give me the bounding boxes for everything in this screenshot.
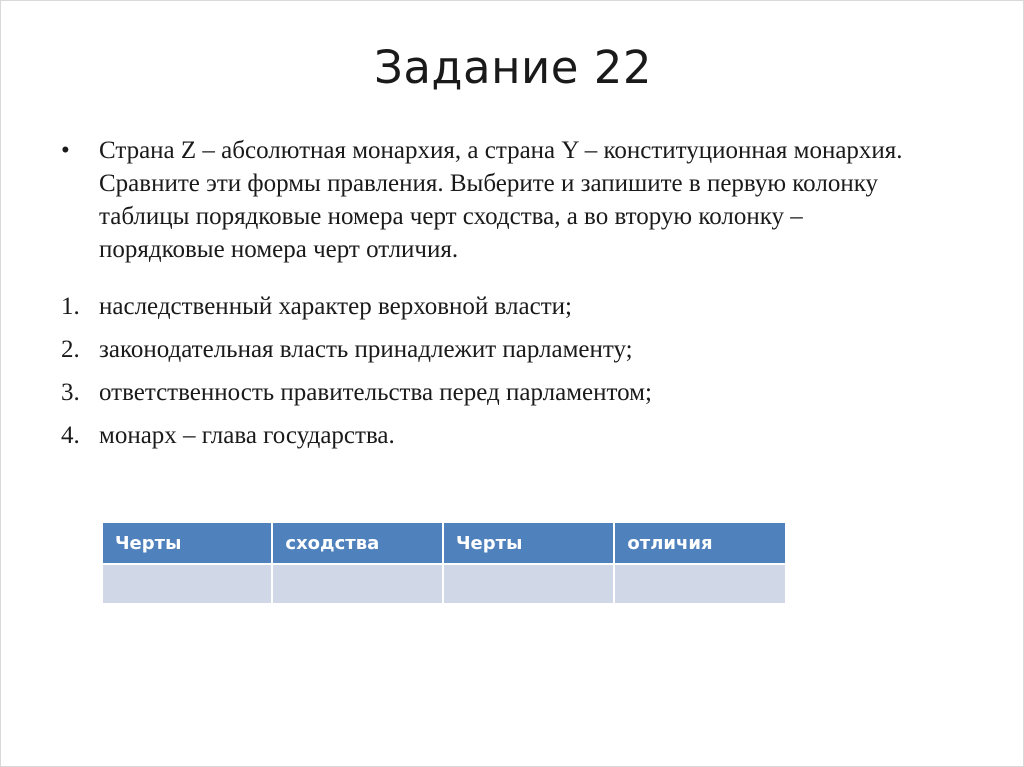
slide-title: Задание 22 — [373, 41, 653, 94]
table-header-row — [102, 522, 786, 564]
header-similarity: сходства — [272, 522, 443, 564]
item-number: 3. — [61, 379, 80, 406]
header-features-similarity: Черты — [102, 522, 272, 564]
list-item — [61, 290, 931, 333]
table-row — [102, 564, 786, 604]
answer-cell-2[interactable] — [272, 564, 443, 604]
answer-cell-3[interactable] — [443, 564, 614, 604]
header-difference: отличия — [614, 522, 786, 564]
task-text: Страна Z – абсолютная монархия, а страна Y – конституционная монархия. Сравните эти формы правления. Выберите и запишите в первую колонку таблицы порядковые номера черт сходства, а во вторую колонку – порядковые номера черт отличия. — [99, 137, 903, 263]
task-bullet — [61, 134, 931, 266]
header-features-difference: Черты — [443, 522, 614, 564]
features-list — [61, 290, 931, 462]
list-item — [61, 333, 931, 376]
list-item — [61, 376, 931, 419]
list-item — [61, 419, 931, 462]
item-number: 2. — [61, 336, 80, 363]
bullet-marker: • — [61, 137, 70, 164]
answer-table — [101, 521, 787, 605]
item-number: 4. — [61, 422, 80, 449]
answer-cell-1[interactable] — [102, 564, 272, 604]
item-text: ответственность правительства перед парламентом; — [99, 379, 652, 406]
item-text: законодательная власть принадлежит парламенту; — [99, 336, 633, 363]
item-number: 1. — [61, 293, 80, 320]
answer-cell-4[interactable] — [614, 564, 786, 604]
item-text: монарх – глава государства. — [99, 422, 395, 449]
item-text: наследственный характер верховной власти; — [99, 293, 572, 320]
